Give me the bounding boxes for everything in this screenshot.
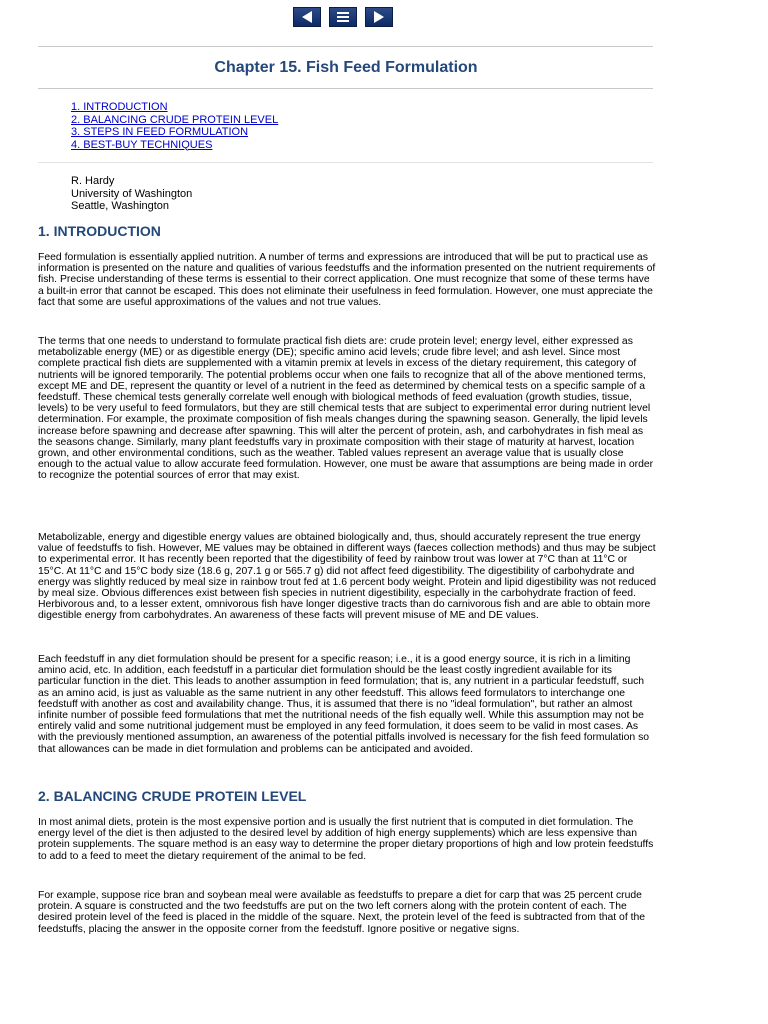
table-of-contents xyxy=(71,101,278,151)
toc-link-best-buy[interactable]: 4. BEST-BUY TECHNIQUES xyxy=(71,138,213,151)
toc-divider xyxy=(38,162,653,163)
title-divider xyxy=(38,88,653,89)
arrow-right-icon xyxy=(372,11,386,23)
top-divider xyxy=(38,46,653,47)
protein-paragraph-2: For example, suppose rice bran and soybean meal were available as feedstuffs to prepare a diet for carp that was 25 percent crude protein. A square is constructed and the two feedstuffs are put on the two left corners along with the protein content of each. The desired protein level of the feed is placed in the middle of the square. Next, the protein level of the feed is subtracted from that of the feedstuffs, placing the answer in the opposite corner from the feedstuff. Ignore positive or negative signs. xyxy=(38,890,646,935)
author-name: R. Hardy xyxy=(71,175,115,187)
page-navigation xyxy=(293,7,393,27)
section-heading-protein: 2. BALANCING CRUDE PROTEIN LEVEL xyxy=(38,788,307,804)
author-affiliation: University of Washington xyxy=(71,187,193,200)
intro-paragraph-1: Feed formulation is essentially applied nutrition. A number of terms and expressions are introduced that will be put to practical use as information is presented on the nature and qualities of various feedstuffs and the information presented on the nutrient requirements of fish. Precise understanding of these terms is essential to their correct application. One must recognize that some of these terms have a built-in error that cannot be escaped. This does not eliminate their usefulness in feed formulation. However, one must appreciate the fact that some are useful approximations of the values and not true values. xyxy=(38,252,656,308)
toc-link-balancing-protein[interactable]: 2. BALANCING CRUDE PROTEIN LEVEL xyxy=(71,113,279,126)
intro-paragraph-4: Each feedstuff in any diet formulation should be present for a specific reason; i.e., it is a good energy source, it is rich in a limiting amino acid, etc. In addition, each feedstuff in a particular diet formulation should be the least costly ingredient available for its particular function in the diet. This leads to another assumption in feed formulation; that is, any nutrient in a particular feedstuff, such as an amino acid, is just as valuable as the same nutrient in any other feedstuff. This allows feed formulators to interchange one feedstuff with another as cost and availability change. Thus, it is assumed that there is no "ideal formulation", but rather an almost infinite number of possible feed formulations that met the nutritional needs of the fish equally well. While this assumption may not be entirely valid and some nutritional judgement must be employed in any feed formulation, it does seem to be valid in most cases. As with the previously mentioned assumption, an awareness of the potential pitfalls involved is necessary for the fish feed formulation so that allowances can be made in diet formulation and problems can be anticipated and avoided. xyxy=(38,654,650,755)
previous-page-button[interactable] xyxy=(293,7,321,27)
contents-button[interactable] xyxy=(329,7,357,27)
arrow-left-icon xyxy=(300,11,314,23)
author-block xyxy=(71,175,192,213)
next-page-button[interactable] xyxy=(365,7,393,27)
contents-list-icon xyxy=(336,11,350,23)
toc-link-introduction[interactable]: 1. INTRODUCTION xyxy=(71,101,168,113)
intro-paragraph-2: The terms that one needs to understand to formulate practical fish diets are: crude protein level; energy level, either expressed as metabolizable energy (ME) or as digestible energy (DE); specific amino acid levels; crude fibre level; and ash level. Since most complete practical fish diets are supplemented with a vitamin premix at levels in excess of the dietary requirement, this category of nutrients will be ignored temporarily. The potential problems occur when one fails to recognize that all of the above mentioned terms, except ME and DE, represent the quantity or level of a nutrient in the feed as determined by chemical tests on a specific sample of a feedstuff. These chemical tests generally correlate well enough with biological methods of feed evaluation (growth studies, tissue, levels) to be very useful to feed formulators, but they are still chemical tests that are subject to experimental error during nutrient level determination. For example, the proximate composition of fish meals changes during the spawning season. Generally, the lipid levels increase before spawning and decrease after spawning. This will alter the percent of protein, ash, and carbohydrates in fish meal as the seasons change. Similarly, many plant feedstuffs vary in proximate composition with their stage of maturity at harvest, location grown, and other environmental conditions, such as the weather. Tabled values represent an average value that is usually close enough to the actual value to allow accurate feed formulation. However, one must be aware that assumptions are being made in order to recognize the potential sources of error that may exist. xyxy=(38,336,654,482)
section-heading-introduction: 1. INTRODUCTION xyxy=(38,223,161,239)
chapter-title: Chapter 15. Fish Feed Formulation xyxy=(214,59,478,76)
protein-paragraph-1: In most animal diets, protein is the most expensive portion and is usually the first nutrient that is computed in diet formulation. The energy level of the diet is then adjusted to the desired level by addition of high energy supplements) which are less expensive than protein supplements. The square method is an easy way to determine the proper dietary proportions of high and low protein feedstuffs to add to a feed to meet the dietary requirement of the animal to be fed. xyxy=(38,817,654,862)
intro-paragraph-3: Metabolizable, energy and digestible energy values are obtained biologically and, thus, should accurately represent the true energy value of feedstuffs to fish. However, ME values may be obtained in different ways (faeces collection methods) and thus may be subject to experimental error. It has recently been reported that the digestibility of feed by rainbow trout was lower at 7°C than at 11°C or 15°C. At 11°C and 15°C body size (18.6 g, 207.1 g or 565.7 g) did not affect feed digestibility. The digestibility of carbohydrate and energy was slightly reduced by meal size in rainbow trout fed at 1.6 percent body weight. Protein and lipid digestibility was not reduced by meal size. Obvious differences exist between fish species in nutrient digestibility, especially in the carbohydrate fraction of feed. Herbivorous and, to a lesser extent, omnivorous fish have longer digestive tracts than do carnivorous fish and are able to obtain more digestible energy from carbohydrates. An awareness of these facts will prevent misuse of ME and DE values. xyxy=(38,532,657,622)
author-location: Seattle, Washington xyxy=(71,200,170,212)
toc-link-steps[interactable]: 3. STEPS IN FEED FORMULATION xyxy=(71,126,249,138)
